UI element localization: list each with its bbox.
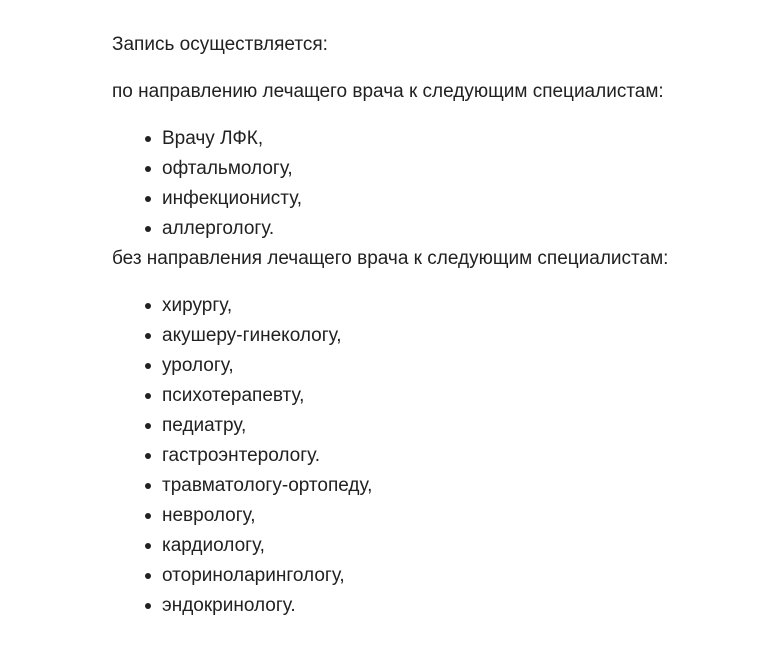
list-item xyxy=(112,531,752,561)
list-item-text: инфекционисту, xyxy=(162,188,303,209)
bullet-icon xyxy=(145,453,151,459)
list-item-text: урологу, xyxy=(162,355,234,376)
list-item-text: травматологу-ортопеду, xyxy=(162,475,373,496)
list-item xyxy=(112,321,752,351)
list-item-text: эндокринологу. xyxy=(162,595,296,616)
bullet-icon xyxy=(145,483,151,489)
list-item xyxy=(112,471,752,501)
bullet-icon xyxy=(145,573,151,579)
list-item-text: гастроэнтерологу. xyxy=(162,445,321,466)
bullet-icon xyxy=(145,513,151,519)
list-item xyxy=(112,501,752,531)
list-item xyxy=(112,124,752,154)
list-item-text: хирургу, xyxy=(162,295,233,316)
without-referral-heading: без направления лечащего врача к следующим специалистам: xyxy=(112,248,669,269)
list-item-text: психотерапевту, xyxy=(162,385,305,406)
bullet-icon xyxy=(145,166,151,172)
bullet-icon xyxy=(145,333,151,339)
list-item-text: неврологу, xyxy=(162,505,256,526)
bullet-icon xyxy=(145,543,151,549)
bullet-icon xyxy=(145,393,151,399)
list-item-text: акушеру-гинекологу, xyxy=(162,325,342,346)
bullet-icon xyxy=(145,363,151,369)
list-item xyxy=(112,184,752,214)
list-item-text: кардиологу, xyxy=(162,535,265,556)
with-referral-heading: по направлению лечащего врача к следующим специалистам: xyxy=(112,81,664,102)
list-item xyxy=(112,411,752,441)
list-item xyxy=(112,214,752,244)
bullet-icon xyxy=(145,196,151,202)
with-referral-list xyxy=(112,124,752,244)
list-item xyxy=(112,591,752,621)
list-item-text: оториноларингологу, xyxy=(162,565,345,586)
list-item xyxy=(112,441,752,471)
list-item xyxy=(112,381,752,411)
list-item-text: офтальмологу, xyxy=(162,158,293,179)
list-item-text: аллергологу. xyxy=(162,218,275,239)
document-content xyxy=(112,30,752,621)
bullet-icon xyxy=(145,603,151,609)
list-item-text: Врачу ЛФК, xyxy=(162,128,264,149)
list-item xyxy=(112,351,752,381)
list-item xyxy=(112,154,752,184)
list-item xyxy=(112,561,752,591)
intro-text: Запись осуществляется: xyxy=(112,34,328,55)
list-item xyxy=(112,291,752,321)
bullet-icon xyxy=(145,423,151,429)
list-item-text: педиатру, xyxy=(162,415,247,436)
bullet-icon xyxy=(145,136,151,142)
without-referral-list xyxy=(112,291,752,621)
bullet-icon xyxy=(145,303,151,309)
bullet-icon xyxy=(145,226,151,232)
